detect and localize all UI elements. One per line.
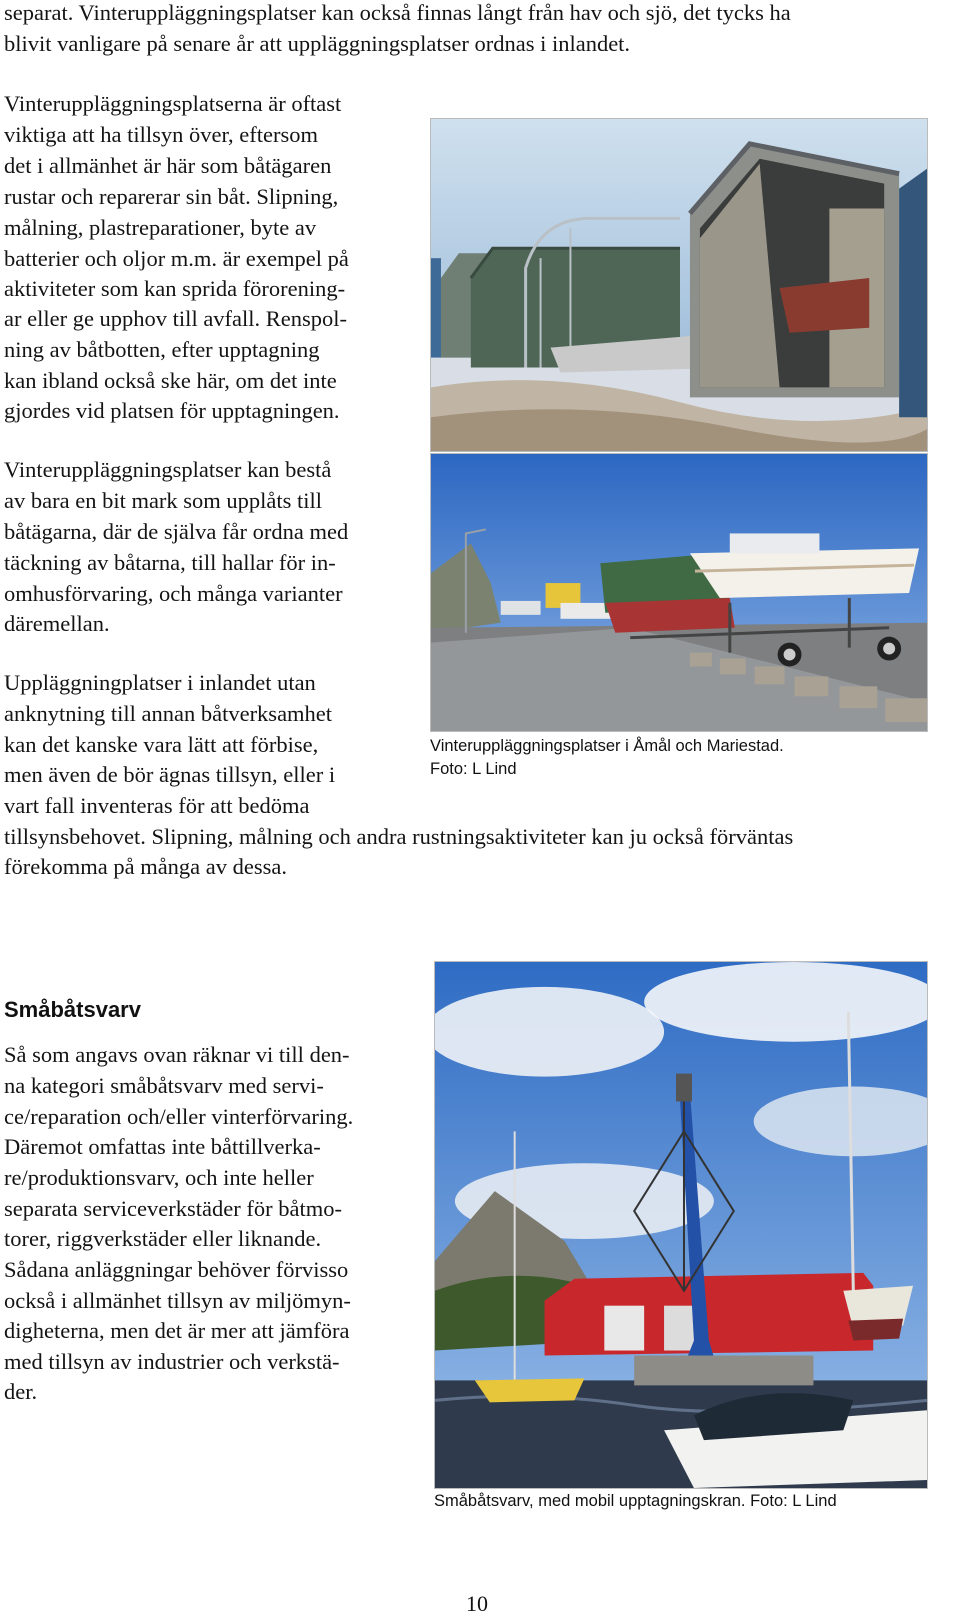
text-line: täckning av båtarna, till hallar för in- xyxy=(4,550,336,575)
figure-caption: Vinteruppläggningsplatser i Åmål och Mariestad. xyxy=(430,737,784,755)
text-line: målning, plastreparationer, byte av xyxy=(4,215,317,240)
text-line: der. xyxy=(4,1379,38,1404)
text-line: kan ibland också ske här, om det inte xyxy=(4,368,337,393)
text-line: torer, riggverkstäder eller liknande. xyxy=(4,1226,322,1251)
text-line: gjordes vid platsen för upptagningen. xyxy=(4,398,340,423)
text-line: Uppläggningplatser i inlandet utan xyxy=(4,670,316,695)
text-line: Vinteruppläggningsplatser kan bestå xyxy=(4,457,332,482)
photo-boats-on-trailers xyxy=(430,453,928,732)
text-line: batterier och oljor m.m. är exempel på xyxy=(4,246,349,271)
text-line: aktiviteter som kan sprida förorening- xyxy=(4,276,346,301)
photo-winter-storage-tents xyxy=(430,118,928,452)
section-heading: Småbåtsvarv xyxy=(4,997,141,1022)
text-line: separata serviceverkstäder för båtmo- xyxy=(4,1196,342,1221)
text-line: Vinteruppläggningsplatserna är oftast xyxy=(4,91,342,116)
photo-boatyard-crane xyxy=(434,961,928,1489)
text-line: omhusförvaring, och många varianter xyxy=(4,581,343,606)
text-line: Däremot omfattas inte båttillverka- xyxy=(4,1134,321,1159)
text-line: digheterna, men det är mer att jämföra xyxy=(4,1318,350,1343)
text-line: det i allmänhet är här som båtägaren xyxy=(4,153,332,178)
text-line: tillsynsbehovet. Slipning, målning och andra rustningsaktiviteter kan ju också förväntas xyxy=(4,824,794,849)
text-line: Så som angavs ovan räknar vi till den- xyxy=(4,1042,350,1067)
text-line: men även de bör ägnas tillsyn, eller i xyxy=(4,762,336,787)
text-line: kan det kanske vara lätt att förbise, xyxy=(4,732,319,757)
figure-caption-credit: Foto: L Lind xyxy=(430,760,517,778)
text-line: ning av båtbotten, efter upptagning xyxy=(4,337,320,362)
text-line: båtägarna, där de själva får ordna med xyxy=(4,519,349,544)
text-line: blivit vanligare på senare år att uppläggningsplatser ordnas i inlandet. xyxy=(4,31,631,56)
text-line: ar eller ge upphov till avfall. Renspol- xyxy=(4,306,348,331)
text-line: na kategori småbåtsvarv med servi- xyxy=(4,1073,324,1098)
text-line: däremellan. xyxy=(4,611,110,636)
text-line: vart fall inventeras för att bedöma xyxy=(4,793,310,818)
text-line: också i allmänhet tillsyn av miljömyn- xyxy=(4,1288,351,1313)
text-line: med tillsyn av industrier och verkstä- xyxy=(4,1349,340,1374)
figure-caption: Småbåtsvarv, med mobil upptagningskran. Foto: L Lind xyxy=(434,1492,837,1510)
text-line: viktiga att ha tillsyn över, eftersom xyxy=(4,122,319,147)
page-number: 10 xyxy=(466,1591,488,1616)
text-line: re/produktionsvarv, och inte heller xyxy=(4,1165,314,1190)
text-line: förekomma på många av dessa. xyxy=(4,854,288,879)
text-line: Sådana anläggningar behöver förvisso xyxy=(4,1257,349,1282)
text-line: av bara en bit mark som upplåts till xyxy=(4,488,323,513)
text-line: anknytning till annan båtverksamhet xyxy=(4,701,333,726)
text-line: ce/reparation och/eller vinterförvaring. xyxy=(4,1104,354,1129)
text-line: rustar och reparerar sin båt. Slipning, xyxy=(4,184,339,209)
text-line: separat. Vinteruppläggningsplatser kan också finnas långt från hav och sjö, det tycks ha xyxy=(4,0,791,25)
